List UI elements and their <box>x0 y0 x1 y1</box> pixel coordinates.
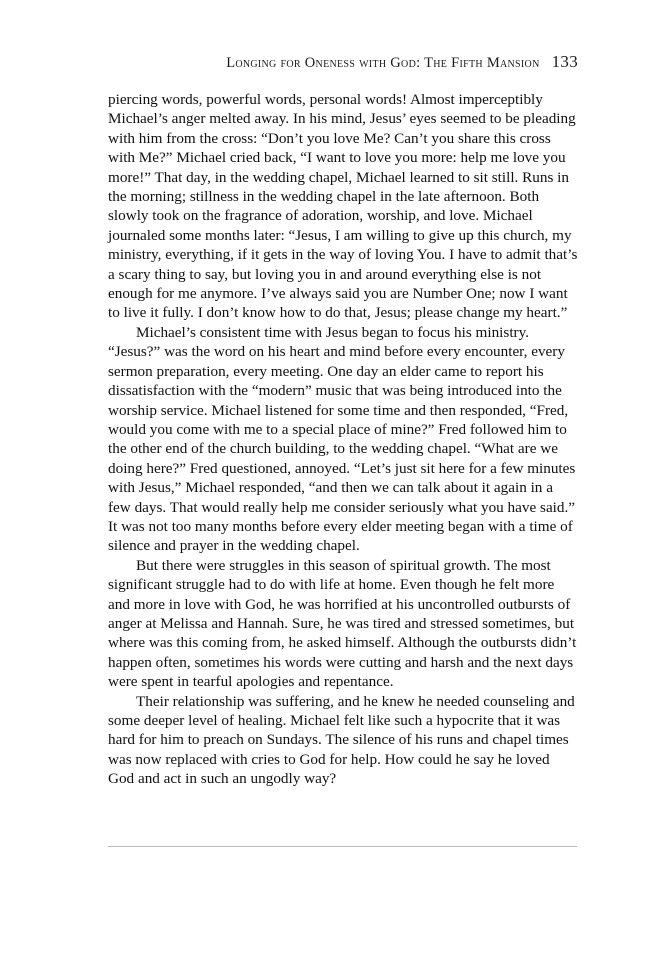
bottom-rule <box>108 846 577 847</box>
chapter-title: Longing for Oneness with God: The Fifth Mansion <box>226 55 540 71</box>
running-head <box>108 52 578 72</box>
paragraph-3: But there were struggles in this season of spiritual growth. The most significant struggle had to do with life at home. Even though he felt more and more in love with God, he was horrified at his uncontrolled outbursts of anger at Melissa and Hannah. Sure, he was tired and stressed sometimes, but where was this coming from, he asked himself. Although the outbursts didn’t happen often, sometimes his words were cutting and harsh and the next days were spent in tearful apologies and repentance. <box>108 556 577 691</box>
paragraph-2: Michael’s consistent time with Jesus began to focus his ministry. “Jesus?” was the word on his heart and mind before every encounter, every sermon preparation, every meeting. One day an elder came to report his dissatisfaction with the “modern” music that was being introduced into the worship service. Michael listened for some time and then responded, “Fred, would you come with me to a special place of mine?” Fred followed him to the other end of the church building, to the wedding chapel. “What are we doing here?” Fred questioned, annoyed. “Let’s just sit here for a few minutes with Jesus,” Michael responded, “and then we can talk about it again in a few days. That would really help me consider seriously what you have said.” It was not too many months before every elder meeting began with a time of silence and prayer in the wedding chapel. <box>108 323 576 555</box>
body-text <box>108 90 578 789</box>
page-number: 133 <box>551 52 578 71</box>
paragraph-1: piercing words, powerful words, personal words! Almost imperceptibly Michael’s anger melted away. In his mind, Jesus’ eyes seemed to be pleading with him from the cross: “Don’t you love Me? Can’t you share this cross with Me?” Michael cried back, “I want to love you more: help me love you more!” That day, in the wedding chapel, Michael learned to sit still. Runs in the morning; stillness in the wedding chapel in the late afternoon. Both slowly took on the fragrance of adoration, worship, and love. Michael journaled some months later: “Jesus, I am willing to give up this church, my ministry, everything, if it gets in the way of loving You. I have to admit that’s a scary thing to say, but loving you in and around everything else is not enough for me anymore. I’ve always said you are Number One; now I want to live it fully. I don’t know how to do that, Jesus; please change my heart.” <box>108 91 578 322</box>
paragraph-4: Their relationship was suffering, and he knew he needed counseling and some deeper level of healing. Michael felt like such a hypocrite that it was hard for him to preach on Sundays. The silence of his runs and chapel times was now replaced with cries to God for help. How could he say he loved God and act in such an ungodly way? <box>108 692 575 788</box>
